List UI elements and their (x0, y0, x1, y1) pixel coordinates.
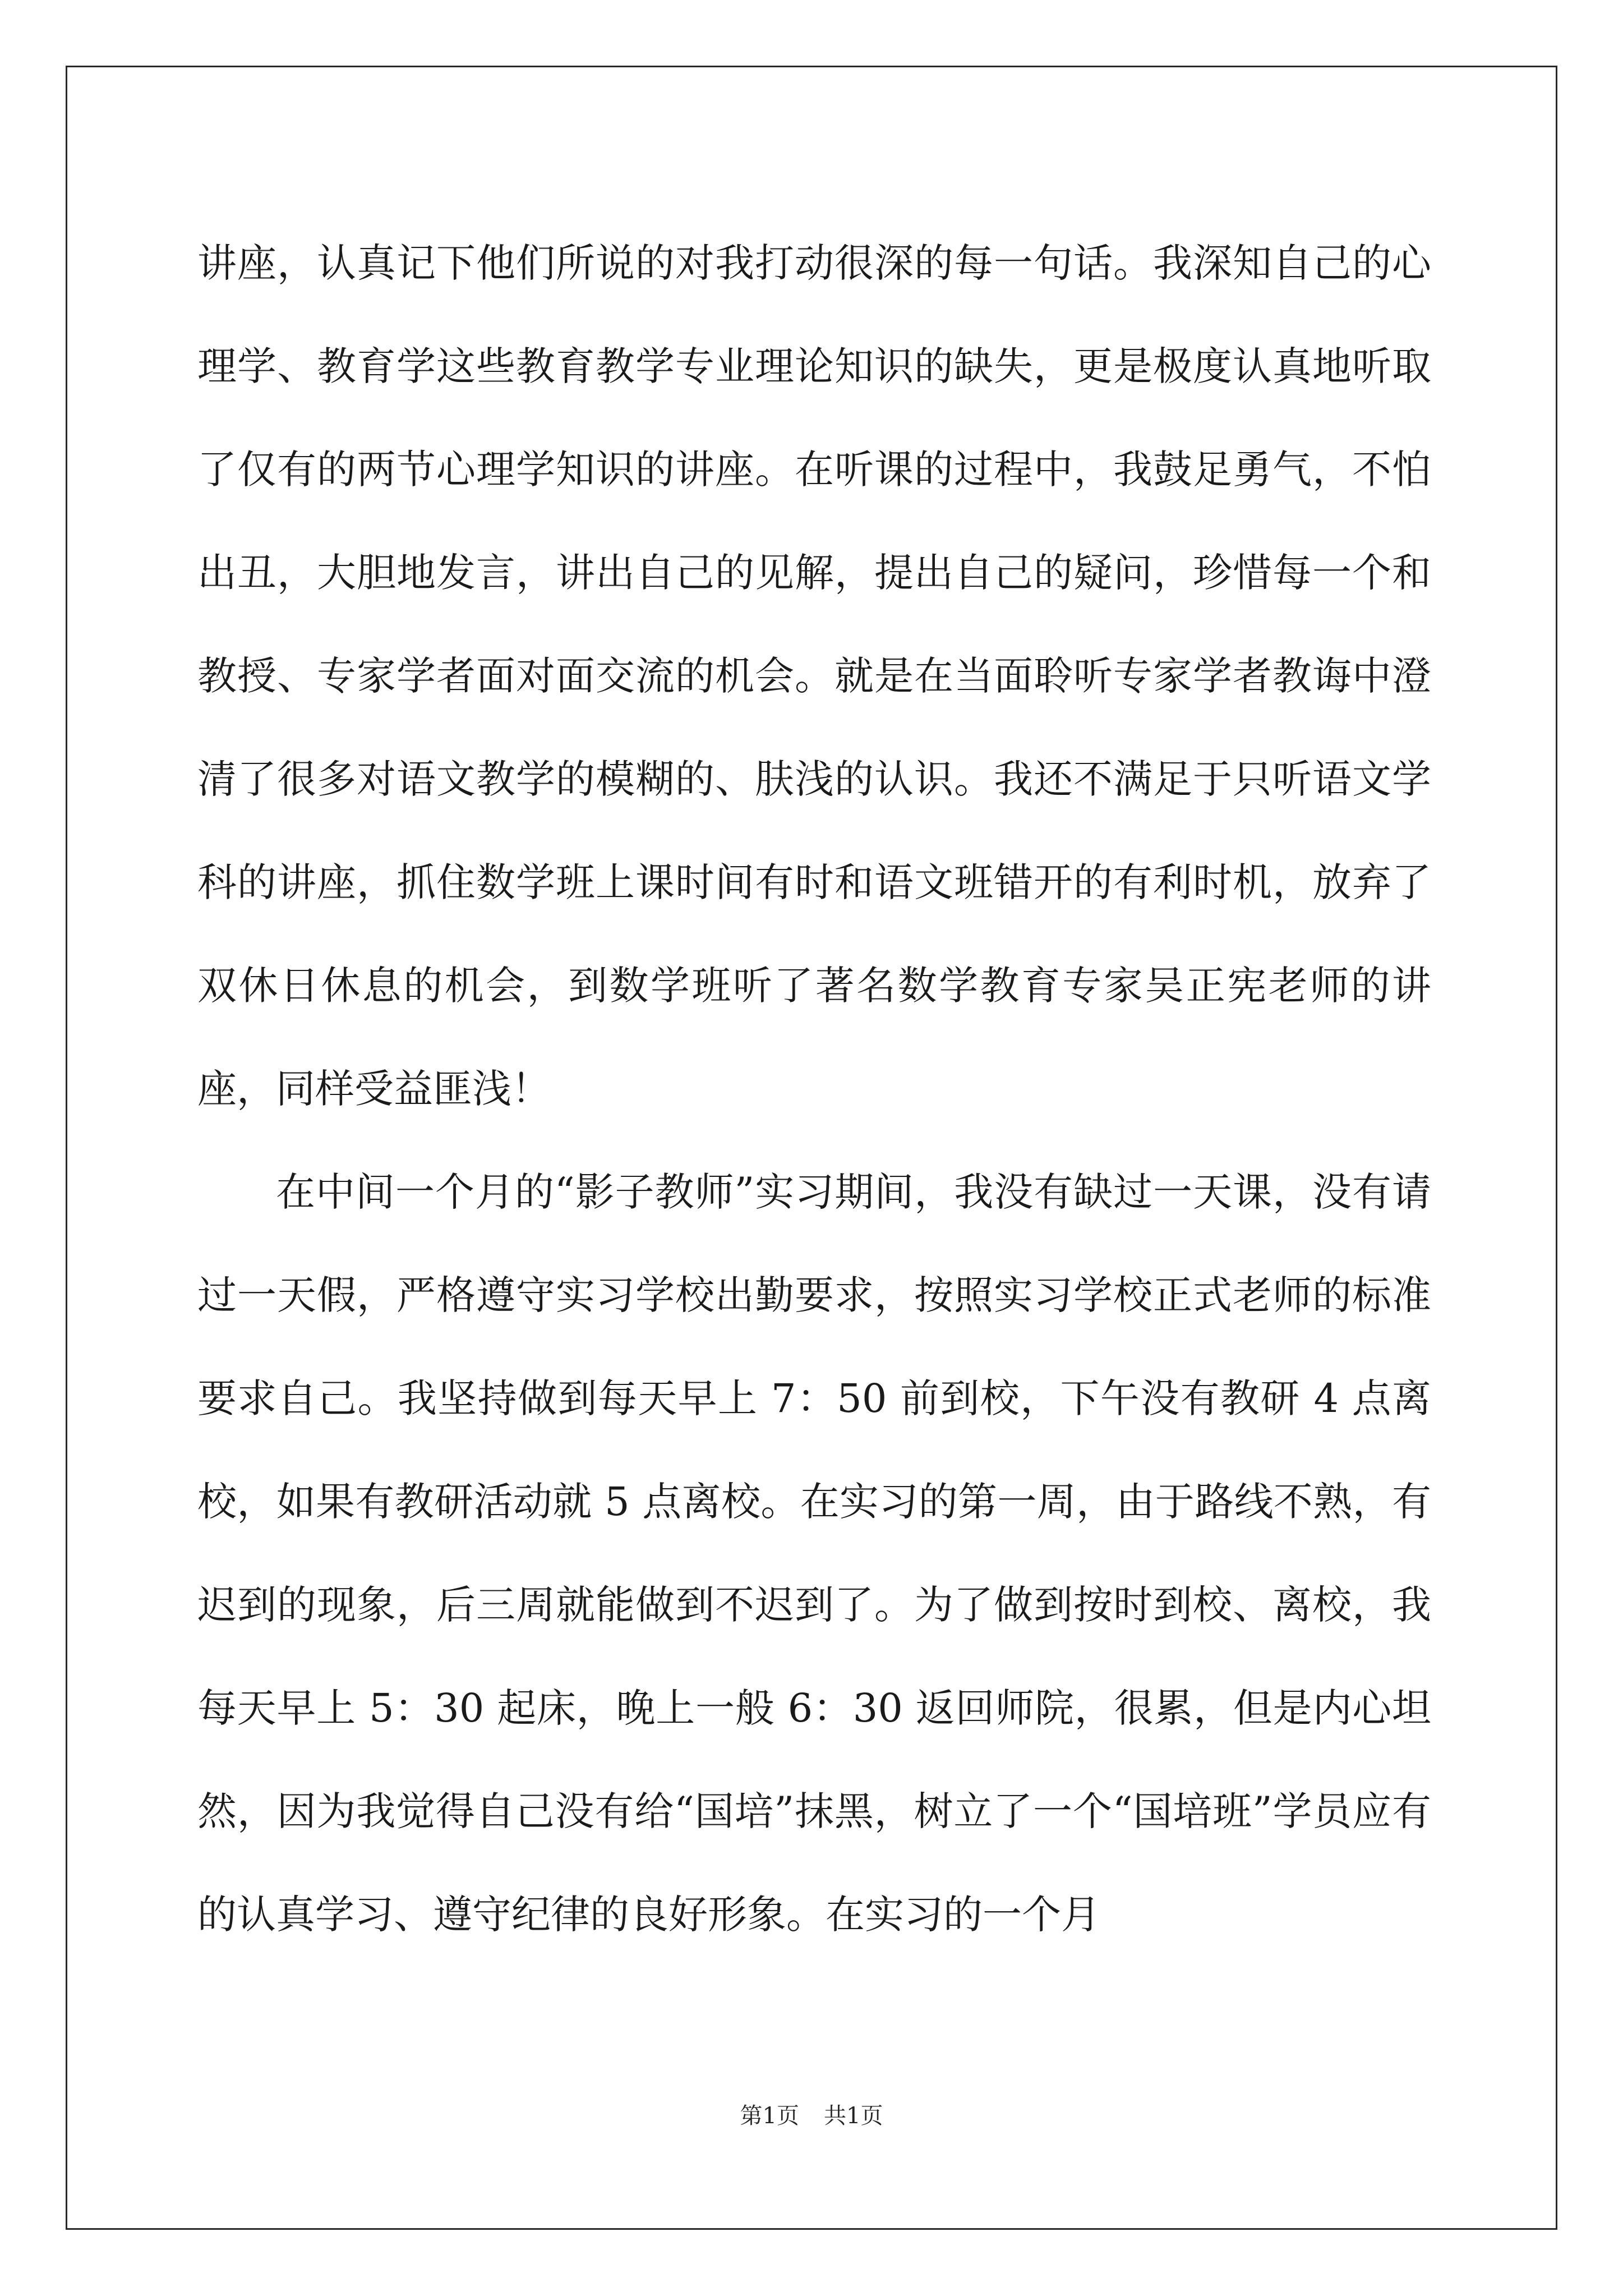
paragraph-2: 在中间一个月的“影子教师”实习期间，我没有缺过一天课，没有请过一天假，严格遵守实习学校出勤要求，按照实习学校正式老师的标准要求自己。我坚持做到每天早上 7：50 前到校，下午没有教研 4 点离校，如果有教研活动就 5 点离校。在实习的第一周，由于路线不熟，有迟到的现象，后三周就能做到不迟到了。为了做到按时到校、离校，我每天早上 5：30 起床，晚上一般 6：30 返回师院，很累，但是内心坦然，因为我觉得自己没有给“国培”抹黑，树立了一个“国培班”学员应有的认真学习、遵守纪律的良好形象。在实习的一个月 (197, 1169, 1431, 1938)
paragraph-1: 讲座，认真记下他们所说的对我打动很深的每一句话。我深知自己的心理学、教育学这些教育教学专业理论知识的缺失，更是极度认真地听取了仅有的两节心理学知识的讲座。在听课的过程中，我鼓足勇气，不怕出丑，大胆地发言，讲出自己的见解，提出自己的疑问，珍惜每一个和教授、专家学者面对面交流的机会。就是在当面聆听专家学者教诲中澄清了很多对语文教学的模糊的、肤浅的认识。我还不满足于只听语文学科的讲座，抓住数学班上课时间有时和语文班错开的有利时机，放弃了双休日休息的机会，到数学班听了著名数学教育专家吴正宪老师的讲座，同样受益匪浅！ (197, 240, 1431, 1112)
page-footer (0, 2098, 1623, 2130)
page-number-total: 共1页 (824, 2103, 883, 2129)
page-number-current: 第1页 (740, 2103, 799, 2129)
document-body (197, 211, 1431, 1966)
